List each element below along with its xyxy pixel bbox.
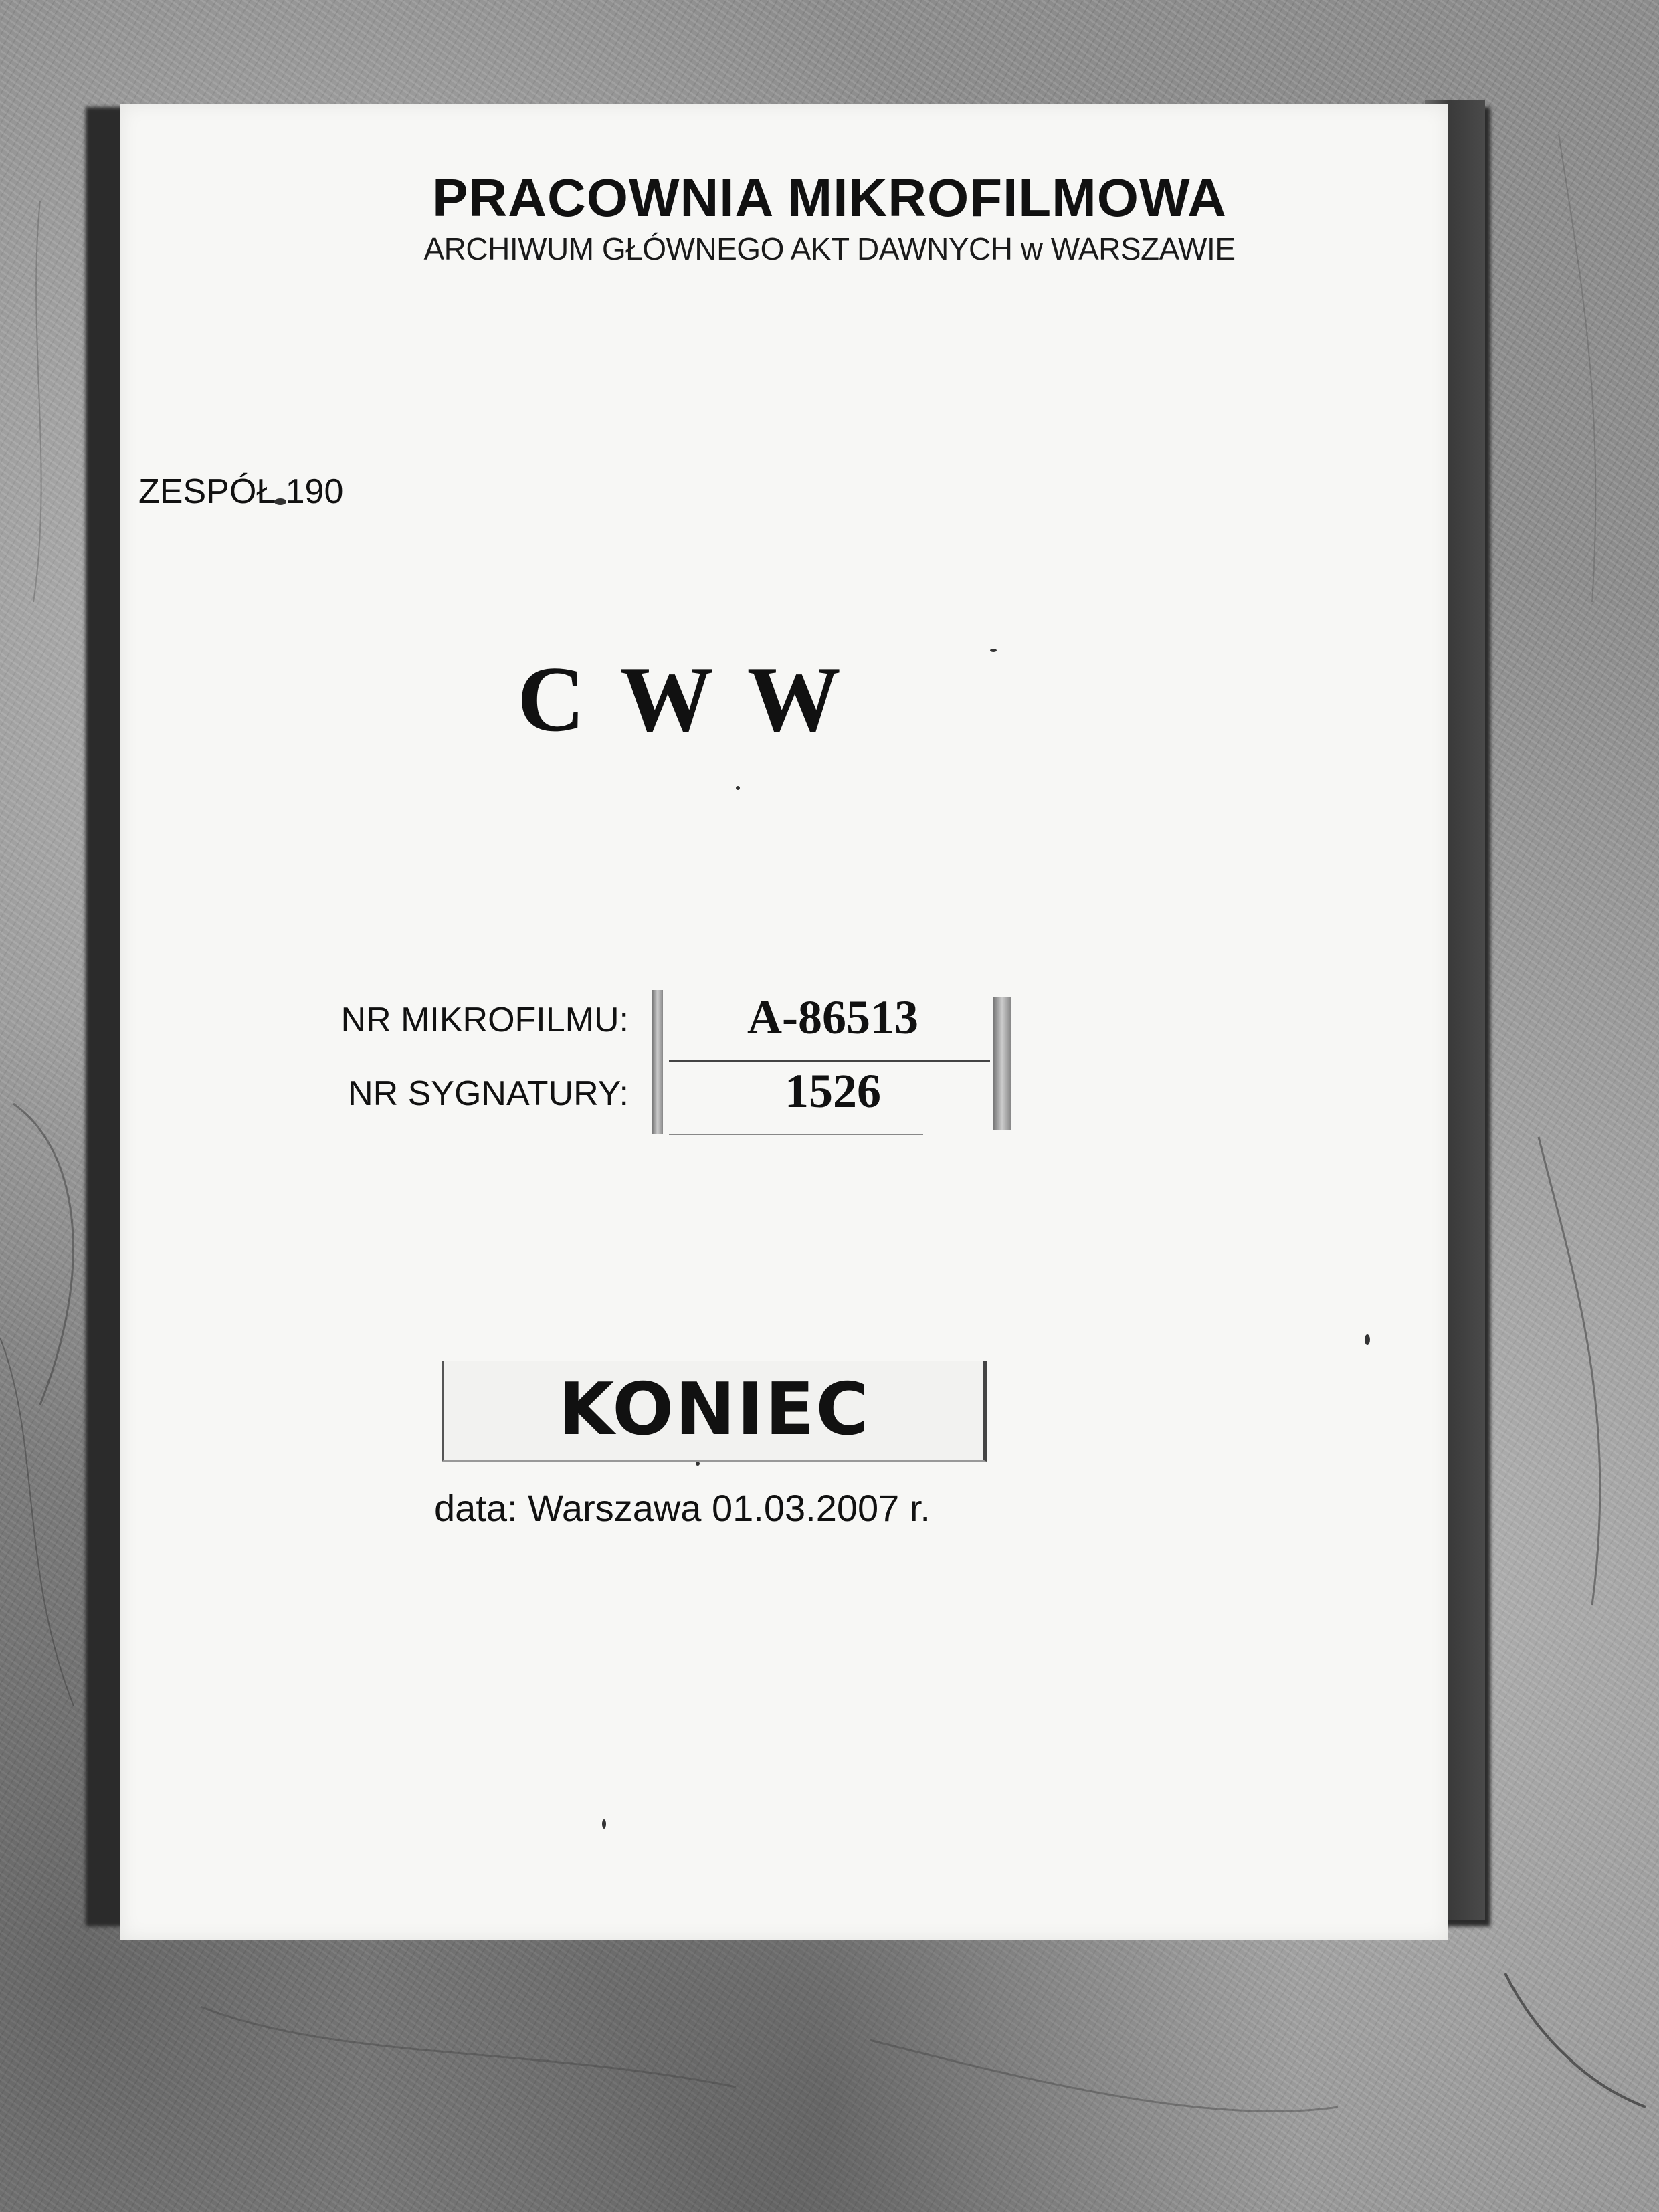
end-marker-label: KONIEC bbox=[558, 1368, 870, 1451]
fond-number: ZESPÓŁ 190 bbox=[138, 472, 344, 511]
box-bar-right bbox=[993, 997, 1011, 1130]
signature-number-label: NR SYGNATURY: bbox=[348, 1074, 629, 1113]
box-bar-left bbox=[652, 990, 663, 1134]
workshop-title: PRACOWNIA MIKROFILMOWA bbox=[432, 168, 1227, 227]
box-divider bbox=[669, 1060, 990, 1062]
archive-subtitle: ARCHIWUM GŁÓWNEGO AKT DAWNYCH w WARSZAWIE bbox=[423, 231, 1236, 266]
dust-speck bbox=[696, 1462, 700, 1466]
collection-name: C W W bbox=[517, 647, 848, 751]
dust-speck bbox=[736, 786, 740, 790]
microfilm-number-label: NR MIKROFILMU: bbox=[340, 1001, 629, 1039]
microfilm-number-value: A-86513 bbox=[747, 991, 918, 1044]
dust-speck bbox=[1365, 1334, 1370, 1345]
date-line: data: Warszawa 01.03.2007 r. bbox=[434, 1487, 931, 1529]
box-bottom-line bbox=[669, 1134, 923, 1135]
dust-speck bbox=[602, 1819, 606, 1829]
signature-number-value: 1526 bbox=[785, 1064, 881, 1118]
